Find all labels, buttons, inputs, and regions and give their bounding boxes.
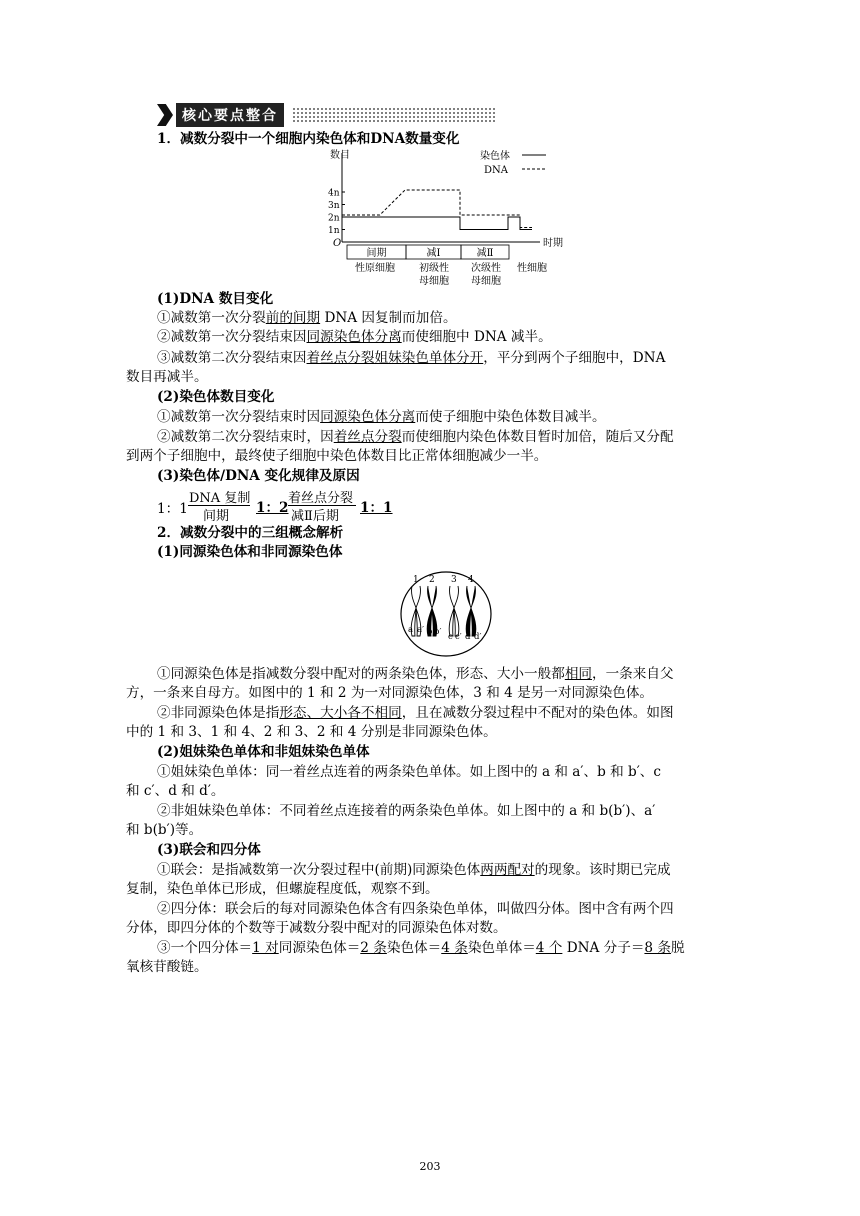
c2-line-1: ①姐妹染色单体：同一着丝点连着的两条染色单体。如上图中的 a 和 a′、b 和 b′、c	[157, 764, 662, 780]
c3-heading: (3)联会和四分体	[157, 842, 261, 858]
c2-line-4: 和 b(b′)等。	[126, 822, 203, 838]
origin-label: O	[333, 238, 342, 249]
chromatid-letter: b′	[434, 627, 442, 637]
c3-line-6: 氧核苷酸链。	[126, 959, 208, 975]
y-tick-label: 3n	[328, 201, 340, 211]
y-tick-label: 4n	[328, 188, 340, 199]
arrow-2-top: 着丝点分裂	[288, 491, 354, 506]
stage-label: 间期	[366, 248, 387, 259]
cell-label: 初级性	[419, 263, 449, 274]
legend-dna-label: DNA	[484, 165, 508, 176]
c3-line-4: 分体，即四分体的个数等于减数分裂中配对的同源染色体对数。	[126, 920, 507, 936]
c2-heading: (2)姐妹染色单体和非姐妹染色单体	[157, 744, 370, 760]
stage-label: 减Ⅰ	[426, 248, 441, 259]
chromatid-letter: a′	[417, 625, 424, 635]
x-axis-label: 时期	[543, 238, 563, 249]
series-chromosome-line	[342, 217, 532, 230]
chromatid-letter: b	[427, 627, 433, 637]
y-axis-label: 数目	[330, 150, 350, 161]
p2-line-2: ②减数第二次分裂结束时，因着丝点分裂而使细胞内染色体数目暂时加倍，随后又分配	[157, 429, 674, 445]
arrow-2-bottom: 减Ⅱ后期	[291, 509, 339, 524]
chromosome-3	[449, 586, 459, 636]
heading-1: 1．减数分裂中一个细胞内染色体和DNA数量变化	[157, 131, 460, 147]
p3-heading: (3)染色体/DNA 变化规律及原因	[157, 468, 360, 484]
chevron-right-icon	[157, 104, 173, 126]
section-header-title: 核心要点整合	[176, 103, 284, 127]
c2-line-2: 和 c′、d 和 d′。	[126, 783, 225, 799]
ratio-1: 1：1	[157, 501, 188, 517]
p1-line-4: 数目再减半。	[126, 369, 208, 385]
chromosome-number: 2	[429, 575, 435, 585]
p1-line-3: ③减数第二次分裂结束因着丝点分裂姐妹染色单体分开，平分到两个子细胞中，DNA	[157, 350, 666, 366]
c1-line-1: ①同源染色体是指减数分裂中配对的两条染色体，形态、大小一般都相同，一条来自父	[157, 666, 674, 682]
chromosome-number: 3	[451, 575, 457, 585]
page-number: 203	[419, 1160, 441, 1173]
cell-label-cont: 母细胞	[419, 276, 449, 287]
y-tick-label: 1n	[328, 226, 340, 236]
ratio-3: 1：1	[360, 500, 393, 516]
chromosome-number: 1	[413, 575, 419, 585]
section-header	[157, 104, 497, 126]
arrow-1-top: DNA 复制	[189, 491, 251, 506]
chromatid-letter: c′	[455, 632, 462, 642]
p2-line-3: 到两个子细胞中，最终使子细胞中染色体数目比正常体细胞减少一半。	[126, 448, 548, 464]
legend-chromosome-label: 染色体	[480, 151, 510, 162]
p1-line-2: ②减数第一次分裂结束因同源染色体分离而使细胞中 DNA 减半。	[157, 329, 552, 345]
chromatid-letter: a	[408, 625, 414, 635]
c1-heading: (1)同源染色体和非同源染色体	[157, 544, 343, 560]
chromosome-4	[466, 586, 476, 636]
cell-label: 性细胞	[517, 263, 547, 274]
c1-line-2: 方，一条来自母方。如图中的 1 和 2 为一对同源染色体，3 和 4 是另一对同源染色体。	[126, 685, 654, 701]
c1-line-3: ②非同源染色体是指形态、大小各不相同，且在减数分裂过程中不配对的染色体。如图	[157, 705, 674, 721]
c3-line-5: ③一个四分体＝1 对同源染色体＝2 条染色体＝4 条染色单体＝4 个 DNA 分子＝8 条脱	[157, 940, 685, 956]
c1-line-4: 中的 1 和 3、1 和 4、2 和 3、2 和 4 分别是非同源染色体。	[126, 724, 497, 740]
ratio-2: 1：2	[256, 500, 289, 516]
c3-line-1: ①联会：是指减数第一次分裂过程中(前期)同源染色体两两配对的现象。该时期已完成	[157, 862, 671, 878]
cell-label-cont: 母细胞	[471, 276, 501, 287]
p1-line-1: ①减数第一次分裂前的间期 DNA 因复制而加倍。	[157, 310, 457, 326]
c3-line-3: ②四分体：联会后的每对同源染色体含有四条染色单体，叫做四分体。图中含有两个四	[157, 901, 674, 917]
cell-label: 次级性	[471, 263, 501, 274]
c3-line-2: 复制，染色单体已形成，但螺旋程度低，观察不到。	[126, 881, 439, 897]
cell-label: 性原细胞	[355, 263, 395, 274]
p1-heading: (1)DNA 数目变化	[157, 291, 274, 307]
dotted-rule	[292, 107, 497, 123]
c2-line-3: ②非姐妹染色单体：不同着丝点连接着的两条染色单体。如上图中的 a 和 b(b′)、a′	[157, 803, 656, 819]
arrow-1-bottom: 间期	[203, 509, 230, 524]
chromatid-letter: d′	[474, 632, 482, 642]
chromatid-letter: d	[465, 632, 471, 642]
chromatid-letter: c	[448, 632, 453, 642]
stage-label: 减Ⅱ	[476, 248, 494, 259]
heading-2: 2．减数分裂中的三组概念解析	[157, 525, 344, 541]
p2-heading: (2)染色体数目变化	[157, 389, 275, 405]
y-tick-label: 2n	[328, 213, 340, 224]
chromosome-figure	[398, 564, 494, 660]
chromosome-number: 4	[468, 575, 474, 585]
series-dna-line	[342, 190, 532, 228]
p2-line-1: ①减数第一次分裂结束时因同源染色体分离而使子细胞中染色体数目减半。	[157, 409, 606, 425]
dna-chromosome-chart	[310, 145, 590, 295]
